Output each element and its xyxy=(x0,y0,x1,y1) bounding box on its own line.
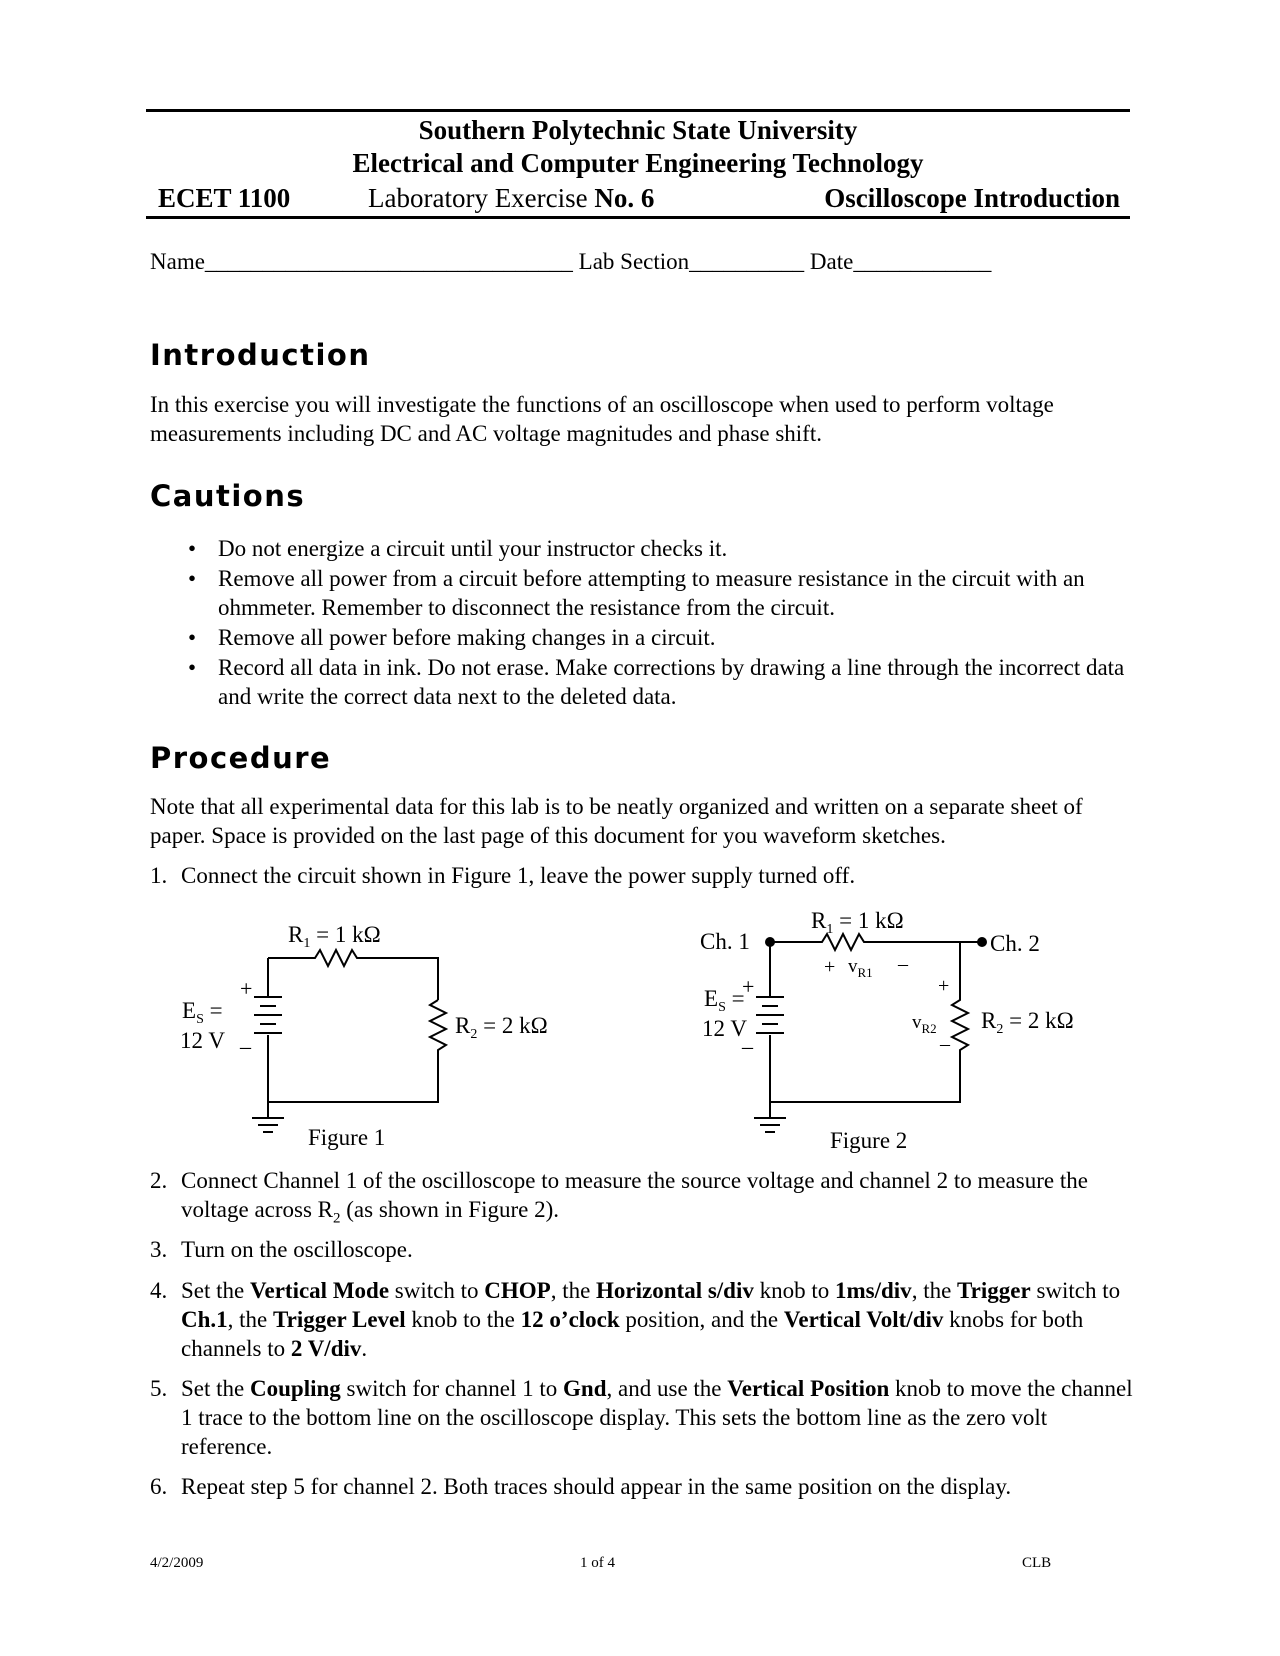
r2-resistor-wire xyxy=(268,1000,446,1102)
lab-number: No. 6 xyxy=(594,183,655,213)
caution-text: Do not energize a circuit until your instructor checks it. xyxy=(218,536,728,561)
r1-label: $R_1 = 1$ kΩ xyxy=(288,922,381,951)
r2-label: $R_2 = 2$ kΩ xyxy=(981,1008,1074,1037)
list-item xyxy=(150,623,1130,652)
step-number: 2. xyxy=(150,1168,168,1193)
lab-topic: Oscilloscope Introduction xyxy=(824,183,1120,213)
date-label: Date xyxy=(809,249,854,274)
vr2-minus: – xyxy=(940,1033,950,1055)
bullet-icon: • xyxy=(188,625,197,650)
name-label: Name xyxy=(150,249,205,274)
procedure-step-1 xyxy=(150,861,1140,890)
bullet-icon: • xyxy=(188,655,197,680)
step-number: 4. xyxy=(150,1278,168,1303)
step-number: 3. xyxy=(150,1237,168,1262)
procedure-step-2 xyxy=(150,1166,1140,1234)
ch2-probe-node xyxy=(977,937,987,947)
vr1-plus: + xyxy=(824,956,836,978)
caution-text: Record all data in ink. Do not erase. Make corrections by drawing a line through the incorrect data and write the correct data next to the deleted data. xyxy=(218,655,1125,709)
procedure-step-6 xyxy=(150,1472,1140,1501)
cautions-heading: Cautions xyxy=(150,479,306,513)
caution-text: Remove all power from a circuit before attempting to measure resistance in the circuit with an ohmmeter. Remember to disconnect the resistance from the circuit. xyxy=(218,566,1085,620)
department-title: Electrical and Computer Engineering Technology xyxy=(352,148,924,178)
vr2-label: $v_{R2}$ xyxy=(912,1012,937,1036)
footer-date: 4/2/2009 xyxy=(150,1555,204,1571)
es-label: $E_S$ = xyxy=(704,986,745,1015)
procedure-intro: Note that all experimental data for this lab is to be neatly organized and written on a separate sheet of paper. Space is provided on the last page of this document for you waveform sketches. xyxy=(150,794,1083,848)
figure-1-circuit xyxy=(150,900,600,1150)
r1-resistor-wire xyxy=(770,934,960,950)
section-blank[interactable]: __________ xyxy=(689,249,805,274)
step-text: Repeat step 5 for channel 2. Both traces should appear in the same position on the display. xyxy=(181,1474,1012,1499)
student-info-row xyxy=(150,249,991,275)
step-text: Set the Vertical Mode switch to CHOP, the Horizontal s/div knob to 1ms/div, the Trigger switch to Ch.1, the Trigger Level knob to the 12 o’clock position, and the Vertical Volt/div knobs for both channels to 2 V/div. xyxy=(181,1278,1121,1361)
step-number: 6. xyxy=(150,1474,168,1499)
vr1-label: $v_{R1}$ xyxy=(848,956,873,980)
footer-initials: CLB xyxy=(1022,1555,1052,1571)
header-top-rule xyxy=(146,109,1130,112)
cautions-list xyxy=(150,534,1130,712)
ch2-label: Ch. 2 xyxy=(990,931,1040,956)
step-number: 5. xyxy=(150,1376,168,1401)
figure-1-caption: Figure 1 xyxy=(308,1125,386,1150)
source-plus: + xyxy=(742,974,755,999)
step-number: 1. xyxy=(150,863,168,888)
es-value: 12 V xyxy=(702,1016,747,1041)
step-text: Connect the circuit shown in Figure 1, leave the power supply turned off. xyxy=(181,863,856,888)
step-text: Connect Channel 1 of the oscilloscope to measure the source voltage and channel 2 to measure the voltage across $R_2$ (as shown in Figure 2). xyxy=(181,1168,1088,1227)
source-minus: _ xyxy=(240,1026,251,1051)
caution-text: Remove all power before making changes in a circuit. xyxy=(218,625,716,650)
es-value: 12 V xyxy=(180,1028,225,1053)
date-blank[interactable]: ____________ xyxy=(853,249,992,274)
introduction-heading: Introduction xyxy=(150,338,371,372)
lab-exercise-text: Laboratory Exercise xyxy=(368,183,588,213)
source-plus: + xyxy=(240,976,253,1001)
course-code: ECET 1100 xyxy=(158,183,291,213)
section-label: Lab Section xyxy=(578,249,690,274)
footer-page-number: 1 of 4 xyxy=(580,1555,615,1571)
source-minus: _ xyxy=(742,1026,753,1051)
header-bottom-rule xyxy=(146,216,1130,219)
procedure-step-3 xyxy=(150,1235,1140,1264)
list-item xyxy=(150,564,1130,622)
step-text: Set the Coupling switch for channel 1 to Gnd, and use the Vertical Position knob to move the channel 1 trace to the bottom line on the oscilloscope display. This sets the bottom line as the zero volt reference. xyxy=(181,1376,1133,1459)
list-item xyxy=(150,653,1130,711)
ch1-probe-node xyxy=(765,937,775,947)
bullet-icon: • xyxy=(188,566,197,591)
ch1-label: Ch. 1 xyxy=(700,929,750,954)
r2-label: $R_2 = 2$ kΩ xyxy=(455,1013,548,1042)
vr2-plus: + xyxy=(938,975,950,997)
name-blank[interactable]: ________________________________ xyxy=(204,249,573,274)
introduction-text: In this exercise you will investigate the functions of an oscilloscope when used to perform voltage measurements including DC and AC voltage magnitudes and phase shift. xyxy=(150,392,1054,446)
bullet-icon: • xyxy=(188,536,197,561)
r1-label: $R_1 = 1$ kΩ xyxy=(811,908,904,937)
university-title: Southern Polytechnic State University xyxy=(418,115,858,145)
procedure-step-5 xyxy=(150,1374,1140,1461)
lab-exercise-label xyxy=(368,183,654,214)
vr1-minus: – xyxy=(898,953,908,975)
figure-2-caption: Figure 2 xyxy=(830,1128,908,1153)
r1-resistor-wire xyxy=(268,950,438,1000)
procedure-step-4 xyxy=(150,1276,1140,1363)
es-label: $E_S$ = xyxy=(182,998,223,1027)
figure-2-circuit xyxy=(690,900,1110,1156)
procedure-heading: Procedure xyxy=(150,741,332,775)
list-item xyxy=(150,534,1130,563)
step-text: Turn on the oscilloscope. xyxy=(181,1237,413,1262)
